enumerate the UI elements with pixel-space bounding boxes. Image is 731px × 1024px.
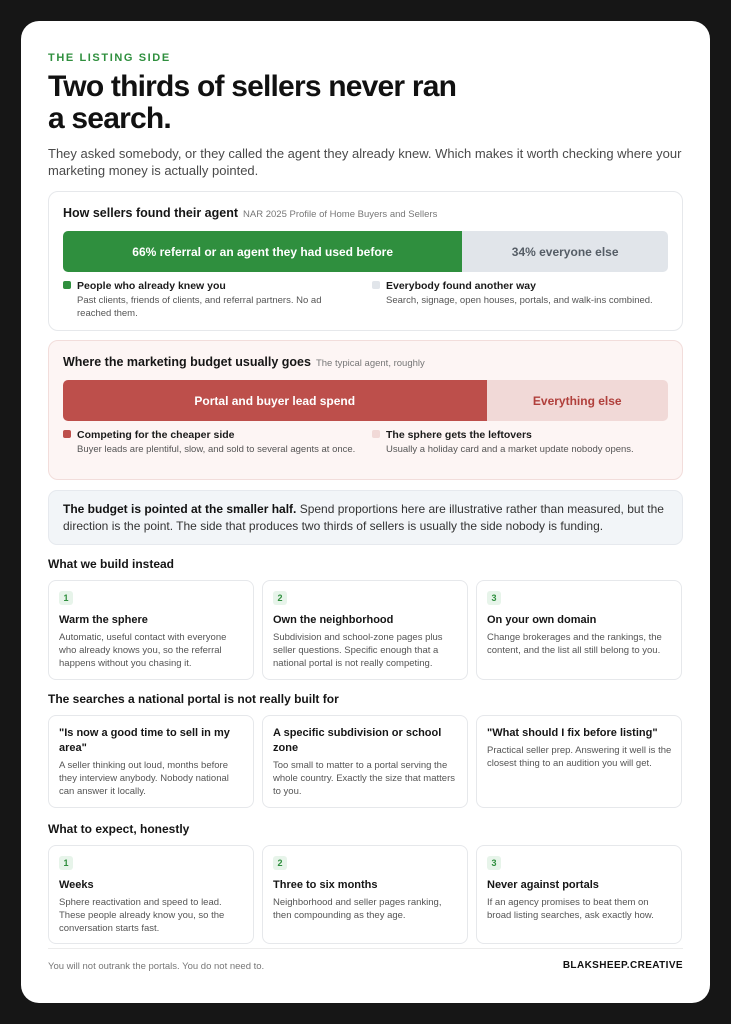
legend-swatch-green <box>63 281 71 289</box>
infographic-card <box>21 21 710 1003</box>
legend-leftovers <box>372 429 532 441</box>
step-number: 1 <box>59 591 73 605</box>
legend-knew-you <box>63 280 226 292</box>
found-agent-title <box>63 206 437 220</box>
budget-title <box>63 355 425 369</box>
lede-text: They asked somebody, or they called the agent they already knew. Which makes it worth checking where your marketing money is actually pointed. <box>48 146 682 178</box>
build-card-title: Warm the sphere <box>59 614 148 626</box>
found-agent-source: NAR 2025 Profile of Home Buyers and Sellers <box>243 209 438 220</box>
search-card-title: "Is now a good time to sell in my area" <box>59 727 230 754</box>
search-card-body: Practical seller prep. Answering it well is the closest thing to an audition you will get. <box>487 745 672 769</box>
legend-knew-you-title: People who already knew you <box>77 280 226 292</box>
budget-source: The typical agent, roughly <box>315 358 425 369</box>
step-number: 2 <box>273 591 287 605</box>
build-card-title: On your own domain <box>487 614 597 626</box>
footer-tagline: You will not outrank the portals. You do not need to. <box>48 961 265 972</box>
expect-card-title: Weeks <box>59 879 94 891</box>
legend-cheaper-side-body: Buyer leads are plentiful, slow, and sold to several agents at once. <box>77 444 356 455</box>
found-agent-bar <box>63 231 668 272</box>
everything-else-segment-label: Everything else <box>532 393 622 408</box>
legend-other-way-title: Everybody found another way <box>386 280 536 292</box>
build-card-body: Change brokerages and the rankings, the content, and the list all still belong to you. <box>487 632 662 656</box>
found-agent-panel <box>48 191 683 331</box>
legend-leftovers-body: Usually a holiday card and a market update nobody opens. <box>386 444 634 455</box>
legend-swatch-red <box>63 430 71 438</box>
build-card <box>48 580 254 680</box>
expect-card-body: Sphere reactivation and speed to lead. These people already know you, so the conversation starts fast. <box>59 897 225 934</box>
expect-card-body: If an agency promises to beat them on broad listing searches, ask exactly how. <box>487 897 654 921</box>
search-card-title: A specific subdivision or school zone <box>273 727 442 754</box>
search-card-title: "What should I fix before listing" <box>487 727 658 739</box>
expect-card-body: Neighborhood and seller pages ranking, then compounding as they age. <box>273 897 442 921</box>
budget-bar <box>63 380 668 421</box>
expect-card <box>476 845 682 944</box>
build-heading: What we build instead <box>48 557 175 571</box>
step-number: 3 <box>487 591 501 605</box>
build-card <box>262 580 468 680</box>
legend-cheaper-side-title: Competing for the cheaper side <box>77 429 235 441</box>
expect-card-title: Never against portals <box>487 879 599 891</box>
legend-other-way-body: Search, signage, open houses, portals, and walk-ins combined. <box>386 295 653 306</box>
budget-note-lead: The budget is pointed at the smaller half. <box>63 502 297 516</box>
legend-other-way <box>372 280 536 292</box>
portal-spend-segment <box>63 380 487 421</box>
everything-else-segment <box>487 380 669 421</box>
build-card <box>476 580 682 680</box>
budget-panel <box>48 340 683 480</box>
portal-spend-segment-label: Portal and buyer lead spend <box>194 393 356 408</box>
search-card-body: A seller thinking out loud, months before they interview anybody. Nobody national can answer it locally. <box>59 760 229 797</box>
legend-cheaper-side <box>63 429 235 441</box>
expect-card <box>262 845 468 944</box>
legend-leftovers-title: The sphere gets the leftovers <box>386 429 532 441</box>
expect-heading: What to expect, honestly <box>48 822 190 836</box>
eyebrow-label: THE LISTING SIDE <box>48 52 171 64</box>
referral-segment-label: 66% referral or an agent they had used before <box>132 244 394 259</box>
page-title: Two thirds of sellers never ran a search. <box>48 70 457 135</box>
searches-heading: The searches a national portal is not really built for <box>48 692 339 706</box>
brand-wordmark: BLAKSHEEP.CREATIVE <box>562 960 683 971</box>
step-number: 1 <box>59 856 73 870</box>
legend-swatch-pink <box>372 430 380 438</box>
found-agent-title-text: How sellers found their agent <box>63 206 239 220</box>
legend-knew-you-body: Past clients, friends of clients, and referral partners. No ad reached them. <box>77 295 322 319</box>
referral-segment <box>63 231 462 272</box>
search-card <box>262 715 468 808</box>
search-card <box>476 715 682 808</box>
budget-note <box>48 490 683 545</box>
budget-title-text: Where the marketing budget usually goes <box>63 355 311 369</box>
everyone-else-segment <box>462 231 668 272</box>
build-card-title: Own the neighborhood <box>273 614 394 626</box>
search-card-body: Too small to matter to a portal serving the whole country. Exactly the size that matters to you. <box>273 760 455 797</box>
everyone-else-segment-label: 34% everyone else <box>511 244 619 259</box>
search-card <box>48 715 254 808</box>
step-number: 2 <box>273 856 287 870</box>
expect-card-title: Three to six months <box>273 879 378 891</box>
footer-divider <box>48 948 683 949</box>
budget-note-body: Spend proportions here are illustrative rather than measured, but the direction is the point. The side that produces two thirds of sellers is usually the side nobody is funding. <box>63 502 664 533</box>
build-card-body: Automatic, useful contact with everyone who already knows you, so the referral happens without you chasing it. <box>59 632 227 669</box>
step-number: 3 <box>487 856 501 870</box>
build-card-body: Subdivision and school-zone pages plus seller questions. Specific enough that a national portal is not really competing. <box>273 632 443 669</box>
legend-swatch-gray <box>372 281 380 289</box>
expect-card <box>48 845 254 944</box>
